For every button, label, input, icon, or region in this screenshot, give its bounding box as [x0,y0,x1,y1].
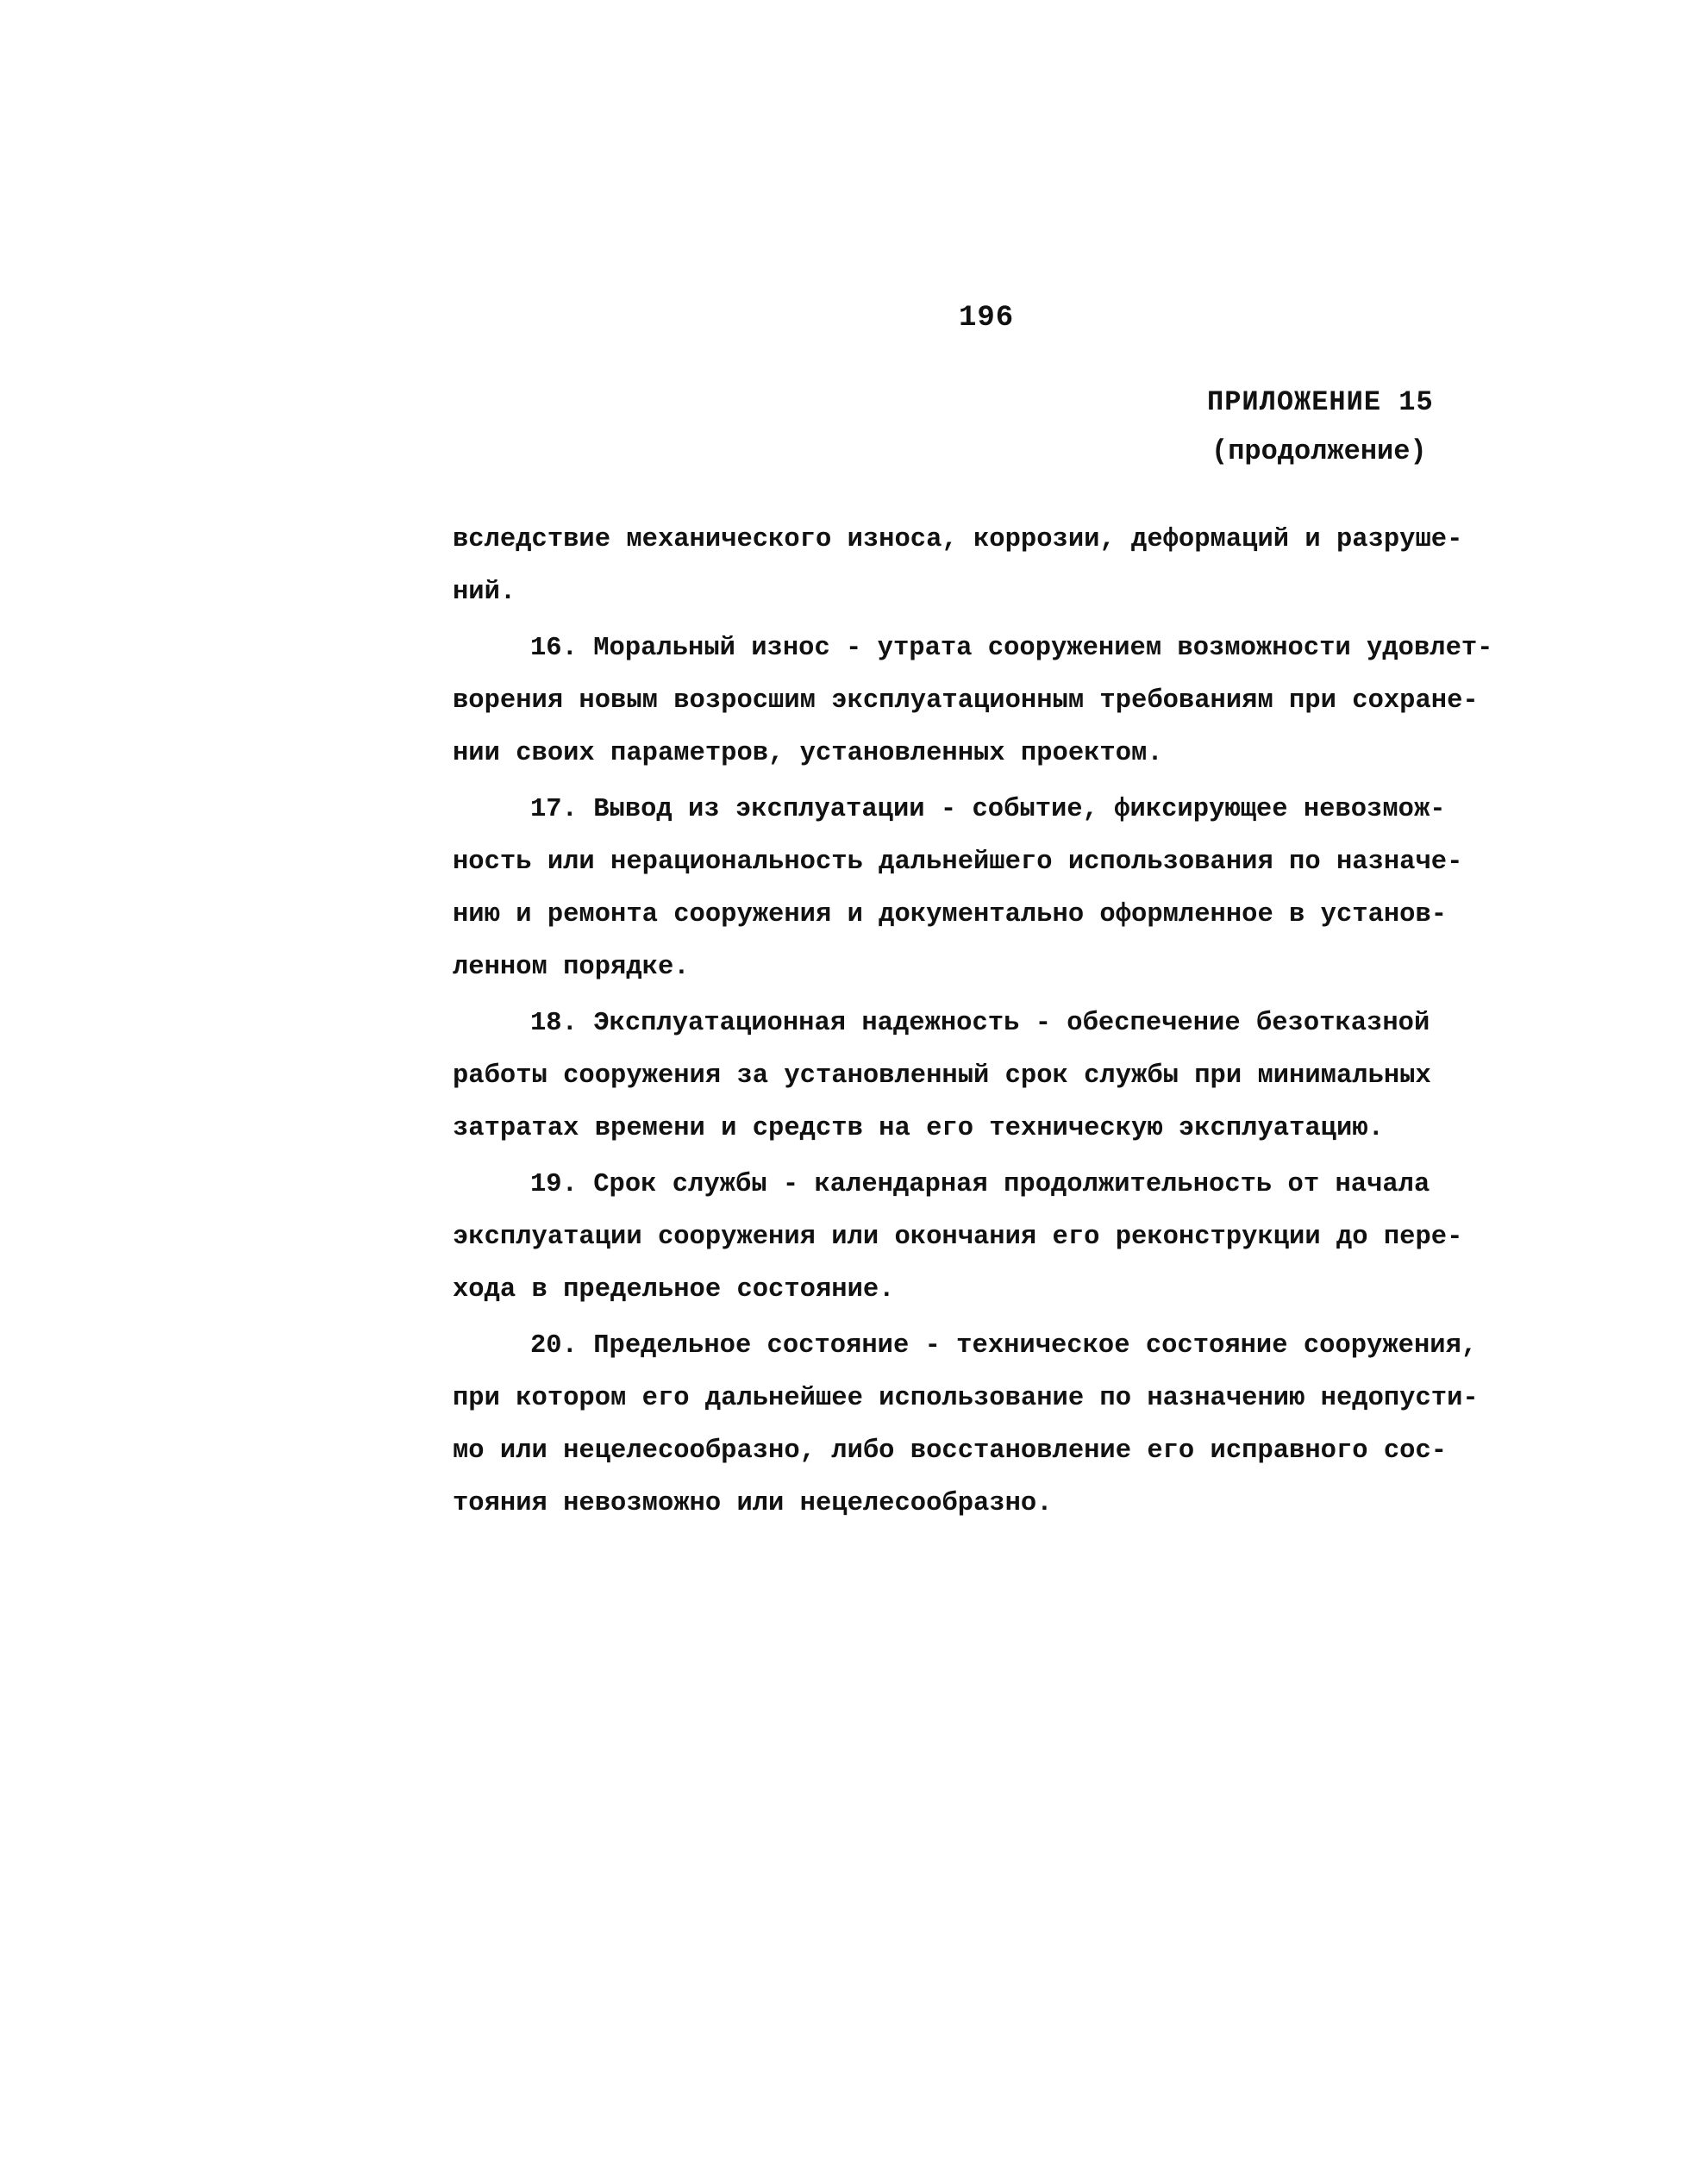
text-line: нии своих параметров, установленных проектом. [453,739,1163,768]
text-line: вследствие механического износа, коррозии, деформаций и разруше- [453,525,1463,554]
text-line: тояния невозможно или нецелесообразно. [453,1489,1053,1518]
text-line: хода в предельное состояние. [453,1275,895,1305]
text-line: ний. [453,578,516,607]
appendix-subtitle: (продолжение) [1211,435,1427,467]
text-line: затратах времени и средств на его техническую эксплуатацию. [453,1114,1384,1143]
text-line: нию и ремонта сооружения и документально оформленное в установ- [453,900,1448,929]
text-line: работы сооружения за установленный срок службы при минимальных [453,1061,1431,1091]
body-text [453,514,1513,1530]
text-line: ленном порядке. [453,953,690,982]
appendix-title: ПРИЛОЖЕНИЕ 15 [1207,386,1434,418]
text-line: мо или нецелесообразно, либо восстановление его исправного сос- [453,1436,1448,1466]
paragraph-20-line: 20. Предельное состояние - техническое состояние сооружения, [530,1331,1478,1361]
text-line: ворения новым возросшим эксплуатационным требованиям при сохране- [453,686,1479,716]
paragraph-18-line: 18. Эксплуатационная надежность - обеспечение безотказной [530,1009,1430,1038]
paragraph-19-line: 19. Срок службы - календарная продолжительность от начала [530,1170,1430,1199]
text-line: ность или нерациональность дальнейшего использования по назначе- [453,848,1463,877]
page-number: 196 [959,302,1015,335]
text-line: при котором его дальнейшее использование по назначению недопусти- [453,1384,1479,1413]
paragraph-17-line: 17. Вывод из эксплуатации - событие, фиксирующее невозмож- [530,795,1446,824]
text-line: эксплуатации сооружения или окончания его реконструкции до пере- [453,1223,1463,1252]
paragraph-16-line: 16. Моральный износ - утрата сооружением возможности удовлет- [530,634,1493,663]
